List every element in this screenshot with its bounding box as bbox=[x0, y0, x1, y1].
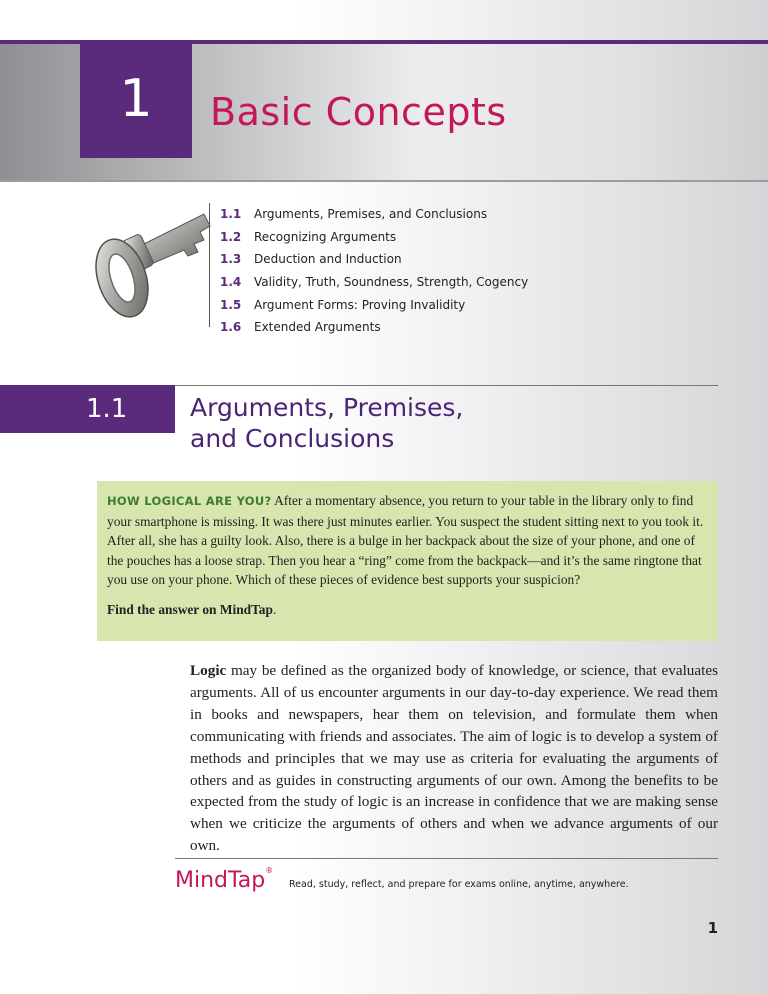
toc-title: Argument Forms: Proving Invalidity bbox=[254, 297, 466, 312]
toc-number: 1.6 bbox=[220, 320, 242, 335]
chapter-contents bbox=[209, 203, 529, 335]
section-title bbox=[190, 392, 590, 454]
key-term: Logic bbox=[190, 662, 227, 679]
section-title-line: Arguments, Premises, bbox=[190, 393, 464, 422]
toc-number: 1.3 bbox=[220, 252, 242, 267]
toc-item[interactable] bbox=[220, 226, 528, 249]
how-logical-callout bbox=[97, 481, 718, 641]
section-title-line: and Conclusions bbox=[190, 424, 395, 453]
section-number: 1.1 bbox=[86, 394, 128, 424]
toc-number: 1.1 bbox=[220, 207, 242, 222]
mindtap-answer-link[interactable]: Find the answer on MindTap bbox=[107, 601, 273, 617]
key-icon bbox=[92, 206, 214, 324]
page-number: 1 bbox=[707, 919, 718, 937]
chapter-title: Basic Concepts bbox=[210, 90, 507, 134]
registered-mark: ® bbox=[265, 866, 274, 875]
toc-item[interactable] bbox=[220, 271, 528, 294]
callout-paragraph bbox=[107, 491, 705, 590]
callout-answer-period: . bbox=[272, 601, 277, 617]
body-paragraph bbox=[190, 660, 718, 857]
toc-number: 1.2 bbox=[220, 229, 242, 244]
toc-number: 1.4 bbox=[220, 275, 242, 290]
toc-title: Deduction and Induction bbox=[254, 252, 402, 267]
toc-item[interactable] bbox=[220, 293, 528, 316]
toc-title: Recognizing Arguments bbox=[254, 229, 397, 244]
body-text: may be defined as the organized body of knowledge, or science, that evaluates arguments. All of us encounter arguments in our day-to-day experience. We read them in books and newspapers, hear them on television, and formulate them when communicating with friends and associates. The aim of logic is to develop a system of methods and principles that we may use as criteria for evaluating the arguments of others and as guides in constructing arguments of our own. Among the benefits to be expected from the study of logic is an increase in confidence that we are making sense when we criticize the arguments of others and when we advance arguments of our own. bbox=[190, 662, 719, 855]
callout-lead: HOW LOGICAL ARE YOU? bbox=[107, 494, 272, 508]
toc-number: 1.5 bbox=[220, 297, 242, 312]
toc-title: Arguments, Premises, and Conclusions bbox=[254, 207, 488, 222]
toc-item[interactable] bbox=[220, 316, 528, 339]
callout-answer bbox=[107, 600, 705, 620]
mindtap-divider bbox=[175, 858, 718, 859]
toc-title: Extended Arguments bbox=[254, 320, 381, 335]
section-divider bbox=[175, 385, 718, 386]
toc-item[interactable] bbox=[220, 203, 528, 226]
mindtap-tagline: Read, study, reflect, and prepare for exams online, anytime, anywhere. bbox=[289, 879, 629, 890]
toc-item[interactable] bbox=[220, 248, 528, 271]
mindtap-logo-text: MindTap bbox=[175, 868, 266, 893]
mindtap-logo[interactable] bbox=[175, 866, 273, 893]
chapter-number: 1 bbox=[119, 69, 153, 129]
callout-text: After a momentary absence, you return to your table in the library only to find your smartphone is missing. It was there just minutes earlier. You suspect the student sitting next to you took it. After all, she has a guilty look. Also, there is a bulge in her backpack about the size of your phone, and one of the pouches has a loose strap. Then you hear a “ring” come from the backpack—and it’s the same ringtone that you use on your phone. Which of these pieces of evidence best supports your suspicion? bbox=[107, 493, 704, 588]
toc-title: Validity, Truth, Soundness, Strength, Cogency bbox=[254, 275, 529, 290]
